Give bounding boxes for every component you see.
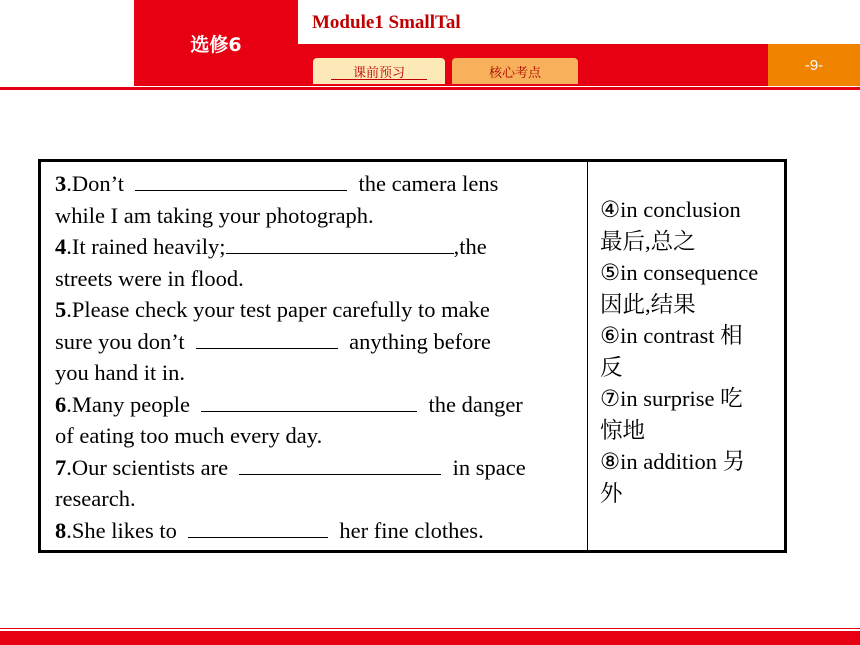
option-item: ⑦in surprise 吃 — [600, 386, 743, 411]
exercise-text: Please check your test paper carefully to make — [71, 297, 490, 322]
option-meaning: 最后,总之 — [600, 228, 696, 254]
tab-key-points[interactable] — [452, 58, 578, 84]
footer-bar — [0, 631, 860, 645]
option-meaning: 惊地 — [600, 417, 646, 443]
option-item: ④in conclusion — [600, 197, 741, 222]
exercise-line — [55, 326, 577, 358]
option-meaning: 因此,结果 — [600, 291, 696, 317]
option-item: ⑤in consequence — [600, 260, 759, 285]
exercise-text: ,the — [453, 234, 487, 259]
option-item: ⑥in contrast 相 — [600, 323, 743, 348]
option-meaning: 反 — [600, 354, 623, 380]
answer-blank[interactable] — [226, 231, 454, 254]
exercise-column — [40, 161, 588, 552]
header-divider — [0, 87, 860, 90]
exercise-text: sure you don’t — [55, 328, 185, 354]
footer-line — [0, 628, 860, 629]
exercise-number: 6 — [55, 391, 67, 417]
exercise-3: 3.Don’t the camera lens — [55, 168, 577, 200]
exercise-8: 8.She likes to her fine clothes. — [55, 515, 577, 547]
module-title: Module1 SmallTal — [312, 12, 461, 33]
exercise-7: 7.Our scientists are in space — [55, 452, 577, 484]
exercise-text: Our scientists are — [71, 454, 229, 480]
tab-preview-label: 课前预习 — [352, 65, 405, 81]
exercise-4: 4.It rained heavily; ,the — [55, 231, 577, 263]
option-item: ⑧in addition 另 — [600, 449, 746, 474]
exercise-text: you hand it in. — [55, 360, 185, 385]
exercise-number: 3 — [55, 171, 67, 196]
tab-key-points-label: 核心考点 — [488, 65, 541, 81]
exercise-number: 4 — [55, 234, 67, 259]
header-left-blank — [0, 0, 134, 86]
exercise-text: streets were in flood. — [55, 265, 244, 291]
exercise-text: of eating too much every day. — [55, 423, 323, 448]
exercise-text: in space — [452, 454, 526, 480]
exercise-text: her fine clothes. — [339, 517, 484, 543]
exercise-text: She likes to — [71, 517, 177, 543]
exercise-6: 6.Many people the danger — [55, 389, 577, 421]
exercise-number: 8 — [55, 517, 67, 543]
course-label: 选修6 — [190, 33, 242, 56]
exercise-text: anything before — [349, 328, 491, 354]
exercise-5: 5.Please check your test paper carefully to make — [55, 297, 490, 322]
exercise-text: It rained heavily; — [71, 234, 226, 259]
options-column — [588, 161, 786, 552]
exercise-number: 5 — [55, 297, 67, 322]
option-meaning: 外 — [600, 480, 623, 506]
tab-preview[interactable] — [313, 58, 445, 84]
exercise-number: 7 — [55, 454, 67, 480]
exercise-text: Many people — [71, 391, 190, 417]
answer-blank[interactable] — [135, 168, 347, 191]
page-number: -9- — [804, 56, 824, 74]
exercise-table — [38, 159, 787, 553]
tab-underline — [331, 79, 427, 80]
exercise-text: Don’t — [71, 171, 124, 196]
answer-blank[interactable] — [188, 515, 328, 538]
exercise-text: the camera lens — [358, 171, 499, 196]
exercise-text: research. — [55, 486, 136, 511]
answer-blank[interactable] — [201, 389, 417, 412]
answer-blank[interactable] — [239, 452, 441, 475]
exercise-text: while I am taking your photograph. — [55, 202, 374, 228]
answer-blank[interactable] — [196, 326, 338, 349]
exercise-text: the danger — [428, 391, 523, 417]
